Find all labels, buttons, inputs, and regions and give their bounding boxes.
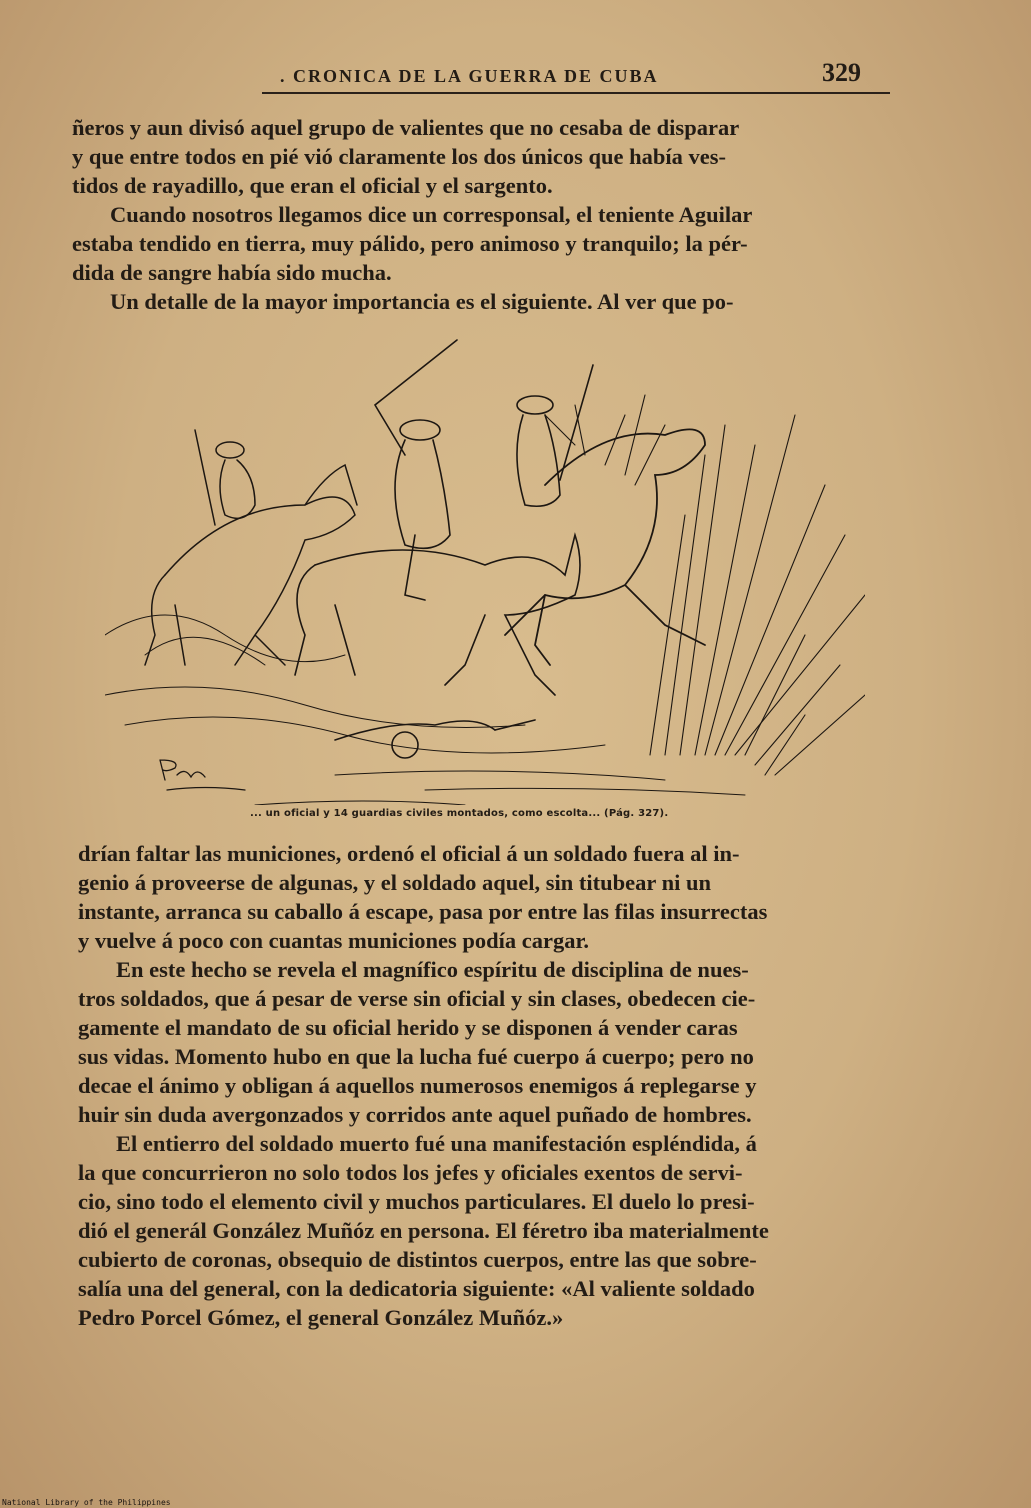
text-line: Cuando nosotros llegamos dice un corresponsal, el teniente Aguilar: [110, 202, 753, 227]
text-line: huir sin duda avergonzados y corridos ante aquel puñado de hombres.: [78, 1102, 752, 1127]
text-line: En este hecho se revela el magnífico espíritu de disciplina de nues-: [116, 957, 749, 982]
text-line: tidos de rayadillo, que eran el oficial y el sargento.: [72, 173, 553, 198]
header-rule: [262, 92, 890, 94]
text-line: decae el ánimo y obligan á aquellos numerosos enemigos á replegarse y: [78, 1073, 757, 1098]
library-footer: National Library of the Philippines: [2, 1498, 171, 1507]
text-block-top: [72, 113, 902, 316]
text-line: sus vidas. Momento hubo en que la lucha fué cuerpo á cuerpo; pero no: [78, 1044, 754, 1069]
left-horse: [145, 465, 357, 665]
text-line: tros soldados, que á pesar de verse sin oficial y sin clases, obedecen cie-: [78, 986, 756, 1011]
paragraph: [72, 287, 902, 316]
paragraph: [78, 839, 908, 955]
ground-hatching: [105, 615, 745, 805]
text-line: genio á proveerse de algunas, y el soldado aquel, sin titubear ni un: [78, 870, 712, 895]
paragraph: [78, 955, 908, 1129]
cavalry-illustration: [105, 335, 865, 805]
text-block-bottom: [78, 839, 908, 1332]
text-line: ñeros y aun divisó aquel grupo de valientes que no cesaba de disparar: [72, 115, 740, 140]
text-line: y vuelve á poco con cuantas municiones podía cargar.: [78, 928, 590, 953]
text-line: instante, arranca su caballo á escape, pasa por entre las filas insurrectas: [78, 899, 768, 924]
center-rider: [375, 340, 457, 600]
artist-signature-mark: [160, 760, 245, 790]
text-line: cio, sino todo el elemento civil y muchos particulares. El duelo lo presi-: [78, 1189, 755, 1214]
page-number: 329: [822, 58, 861, 87]
text-line: dida de sangre había sido mucha.: [72, 260, 392, 285]
illustration-caption: ... un oficial y 14 guardias civiles montados, como escolta... (Pág. 327).: [250, 808, 669, 819]
paragraph: [72, 113, 902, 200]
text-line: salía una del general, con la dedicatoria siguiente: «Al valiente soldado: [78, 1276, 755, 1301]
running-title: . CRONICA DE LA GUERRA DE CUBA: [280, 66, 659, 86]
text-line: estaba tendido en tierra, muy pálido, pero animoso y tranquilo; la pér-: [72, 231, 748, 256]
page-header: [270, 58, 890, 94]
paragraph: [72, 200, 902, 287]
text-line: gamente el mandato de su oficial herido y se disponen á vender caras: [78, 1015, 738, 1040]
paragraph: [78, 1129, 908, 1332]
center-horse: [295, 535, 580, 695]
text-line: Pedro Porcel Gómez, el general González Muñóz.»: [78, 1305, 564, 1330]
grass-strokes: [545, 395, 865, 775]
left-rider: [195, 430, 255, 525]
text-line: la que concurrieron no solo todos los jefes y oficiales exentos de servi-: [78, 1160, 743, 1185]
text-line: drían faltar las municiones, ordenó el oficial á un soldado fuera al in-: [78, 841, 740, 866]
fallen-soldier: [335, 720, 535, 758]
text-line: El entierro del soldado muerto fué una manifestación espléndida, á: [116, 1131, 757, 1156]
text-line: Un detalle de la mayor importancia es el siguiente. Al ver que po-: [110, 289, 734, 314]
text-line: y que entre todos en pié vió claramente los dos únicos que había ves-: [72, 144, 726, 169]
text-line: dió el generál González Muñóz en persona. El féretro iba materialmente: [78, 1218, 769, 1243]
text-line: cubierto de coronas, obsequio de distintos cuerpos, entre las que sobre-: [78, 1247, 757, 1272]
